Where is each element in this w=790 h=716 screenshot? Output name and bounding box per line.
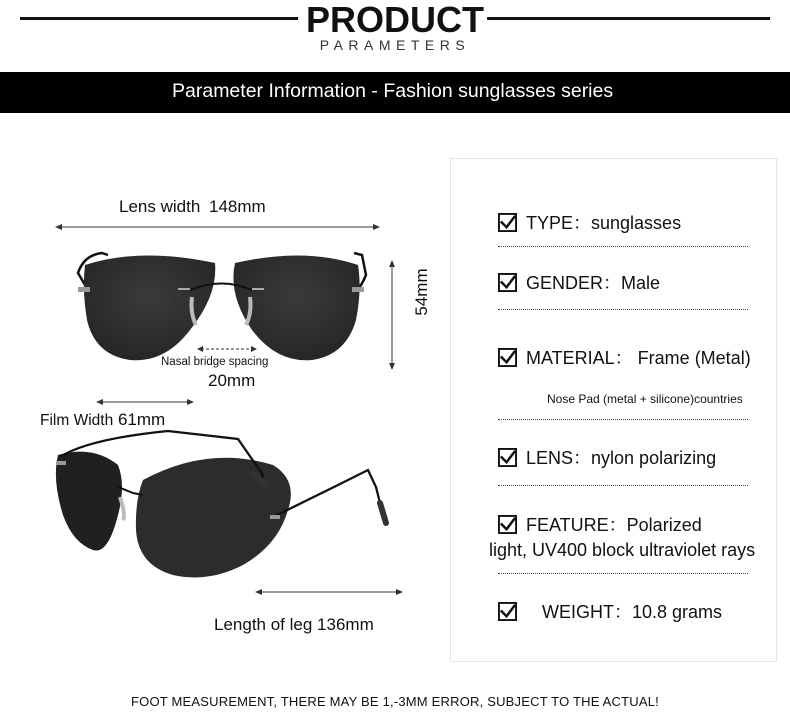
- film-width-dimension-line: [96, 398, 194, 406]
- nasal-bridge-dimension-line: [197, 345, 257, 353]
- lens-width-value: 148mm: [209, 197, 266, 216]
- checkbox-icon: [498, 448, 517, 467]
- divider: [498, 246, 748, 247]
- front-view-glasses-image: [40, 235, 380, 375]
- banner: [0, 72, 790, 113]
- divider: [498, 573, 748, 574]
- checkbox-icon: [498, 602, 517, 621]
- nasal-bridge-label: Nasal bridge spacing: [161, 356, 269, 368]
- spec-material: MATERIAL： Frame (Metal): [498, 344, 751, 370]
- checkbox-icon: [498, 273, 517, 292]
- divider: [498, 419, 748, 420]
- divider: [498, 485, 748, 486]
- checkbox-icon: [498, 348, 517, 367]
- film-width-value: 61mm: [117, 410, 166, 429]
- checkbox-icon: [498, 213, 517, 232]
- spec-feature: FEATURE：Polarized: [498, 511, 702, 537]
- film-width-label: Film Width 61mm: [40, 410, 166, 429]
- height-dimension-line: [387, 260, 397, 370]
- footer-disclaimer: FOOT MEASUREMENT, THERE MAY BE 1,-3MM ERROR, SUBJECT TO THE ACTUAL!: [131, 694, 659, 709]
- spec-material-note: Nose Pad (metal + silicone)countries: [547, 392, 743, 406]
- spec-weight: WEIGHT：10.8 grams: [498, 598, 722, 624]
- banner-text: Parameter Information - Fashion sunglasses series: [172, 80, 614, 102]
- height-value: 54mm: [412, 268, 431, 316]
- spec-feature-line2: light, UV400 block ultraviolet rays: [489, 540, 756, 560]
- header-rule-right: [487, 17, 770, 20]
- header-rule-left: [20, 17, 298, 20]
- spec-lens: LENS：nylon polarizing: [498, 444, 716, 470]
- leg-length-value: 136mm: [317, 615, 374, 634]
- lens-width-label: Lens width 148mm: [119, 197, 266, 216]
- spec-gender: GENDER：Male: [498, 269, 660, 295]
- nasal-bridge-value: 20mm: [208, 371, 256, 390]
- leg-length-label: Length of leg 136mm: [214, 615, 374, 634]
- leg-length-dimension-line: [255, 588, 403, 596]
- divider: [498, 309, 748, 310]
- lens-width-dimension-line: [55, 222, 380, 232]
- header-subtitle: PARAMETERS: [319, 37, 471, 53]
- header-title: PRODUCT: [306, 0, 484, 40]
- checkbox-icon: [498, 515, 517, 534]
- spec-type: TYPE：sunglasses: [498, 209, 681, 235]
- side-view-glasses-image: [38, 425, 398, 585]
